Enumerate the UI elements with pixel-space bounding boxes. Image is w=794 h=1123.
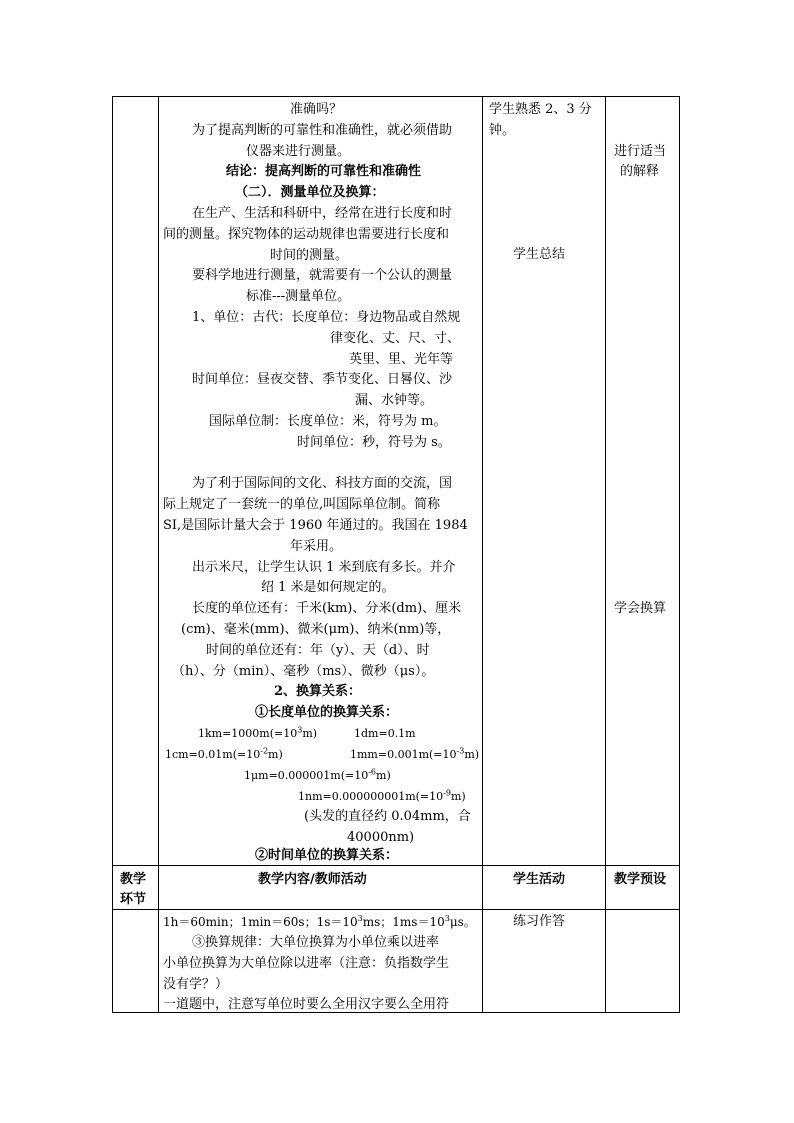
text-line: 时间的单位还有：年（y）、天（d）、时 [206, 643, 430, 658]
text-line: 一道题中，注意写单位时要么全用汉字要么全用符 [163, 997, 450, 1012]
activity-text: 练习作答 [513, 914, 566, 929]
text-line: ③换算规律：大单位换算为小单位乘以进率 [192, 935, 440, 950]
formula-dm: 1dm=0.1m [354, 727, 416, 740]
header-col1: 教学 [120, 872, 147, 887]
text-line: 为了利于国际间的文化、科技方面的交流，国 [192, 476, 453, 491]
header-col3: 学生活动 [513, 872, 566, 887]
text-line: 律变化、丈、尺、寸、 [330, 331, 461, 346]
text-line: 准确吗？ [290, 102, 343, 117]
text-line: (头发的直径约 0.04mm，合 [304, 809, 471, 824]
text-line: 要科学地进行测量，就需要有一个公认的测量 [192, 268, 453, 283]
time-conversion: 1h＝60min；1min＝60s；$1s=10^3ms$；$1ms=10^3\mu s$。 [163, 914, 476, 929]
text-line: 1、单位：古代：长度单位：身边物品或自然规 [192, 310, 461, 325]
text-line: SI,是国际计量大会于 1960 年通过的。我国在 1984 [163, 518, 468, 533]
text-line: 年采用。 [290, 539, 343, 554]
text-line: 40000nm) [347, 830, 415, 845]
conclusion: 结论：提高判断的可靠性和准确性 [226, 164, 422, 179]
text-line: 漏、水钟等。 [355, 393, 434, 408]
subheading: ①长度单位的换算关系： [255, 705, 399, 720]
activity-text: 学生熟悉 2、3 分 [489, 102, 592, 117]
text-line: 绍 1 米是如何规定的。 [261, 580, 395, 595]
text-line: 长度的单位还有：千米(km)、分米(dm)、厘米 [192, 601, 462, 616]
text-line: 时间单位：秒，符号为 s。 [297, 435, 451, 450]
col-divider-3 [605, 97, 606, 1012]
text-line: (cm)、毫米(mm)、微米(μm)、纳米(nm)等， [181, 622, 451, 637]
text-line: 时间的测量。 [270, 248, 349, 263]
preset-text: 的解释 [620, 164, 660, 179]
formula-cm: $1cm=0.01m(=10^{-2}m)$ [165, 746, 283, 761]
subheading: 2、换算关系： [274, 684, 362, 699]
col-divider-2 [482, 97, 483, 1012]
text-line: 出示米尺，让学生认识 1 米到底有多长。并介 [192, 560, 456, 575]
preset-text: 进行适当 [614, 144, 667, 159]
formula-nm: $1nm=0.000000001m(=10^{-9}m)$ [298, 788, 466, 803]
header-col4: 教学预设 [614, 872, 667, 887]
text-line: 仪器来进行测量。 [246, 144, 351, 159]
formula-mm: $1mm=0.001m(=10^{-3}m)$ [350, 746, 480, 761]
text-line: （h）、分（min）、毫秒（ms）、微秒（μs）。 [172, 664, 435, 679]
col-divider-1 [158, 97, 159, 1012]
subheading: ②时间单位的换算关系： [255, 848, 399, 863]
text-line: 为了提高判断的可靠性和准确性，就必须借助 [192, 123, 453, 138]
text-line: 际上规定了一套统一的单位,叫国际单位制。简称 [163, 497, 441, 512]
header-col2: 教学内容/教师活动 [258, 872, 367, 887]
text-line: 没有学？） [163, 977, 229, 992]
header-col1: 环节 [120, 892, 147, 907]
text-line: 小单位换算为大单位除以进率（注意：负指数学生 [163, 956, 450, 971]
formula-km: $1km=1000m(=10^3m)$ [198, 725, 318, 740]
activity-text: 钟。 [489, 123, 516, 138]
text-line: 在生产、生活和科研中，经常在进行长度和时 [192, 206, 453, 221]
section-heading: （二）．测量单位及换算： [235, 185, 385, 200]
activity-text: 学生总结 [513, 247, 566, 262]
activity-text: 学会换算 [614, 601, 667, 616]
text-line: 标准---测量单位。 [246, 289, 351, 304]
text-line: 英里、里、光年等 [349, 352, 454, 367]
text-line: 国际单位制：长度单位：米，符号为 m。 [209, 414, 447, 429]
formula-um: $1\mu m=0.000001m(=10^{-6}m)$ [244, 767, 391, 782]
header-bottom-line [113, 909, 679, 910]
text-line: 时间单位：昼夜交替、季节变化、日晷仪、沙 [192, 372, 453, 387]
text-line: 间的测量。探究物体的运动规律也需要进行长度和 [163, 227, 450, 242]
